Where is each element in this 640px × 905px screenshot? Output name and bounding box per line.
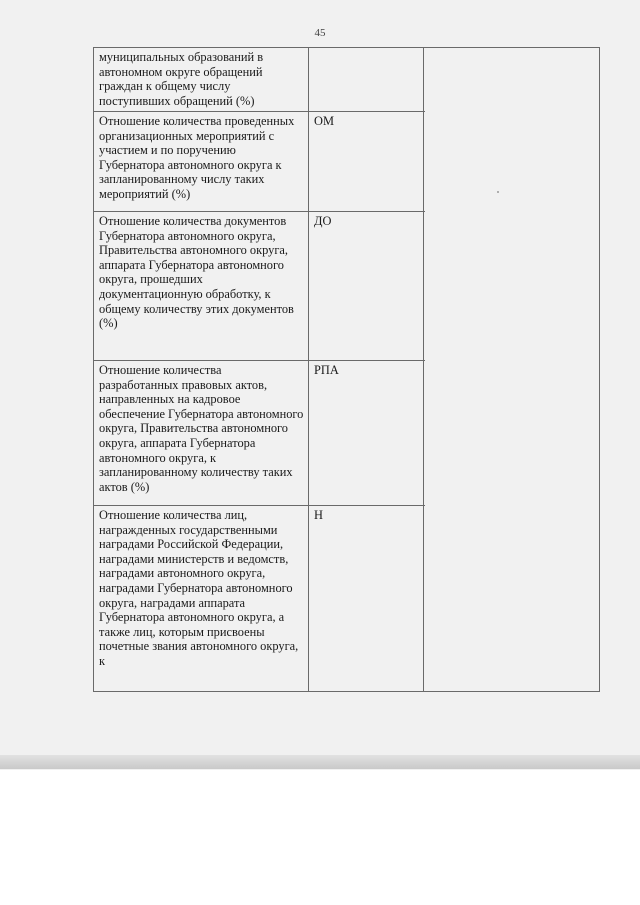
scan-bottom-edge — [0, 755, 640, 769]
indicator-description: Отношение количества проведенных организационных мероприятий с участием и по поручению Губернатора автономного округа к запланированному числу таких мероприятий (%) — [99, 114, 295, 201]
indicator-code: ОМ — [308, 112, 425, 211]
indicator-description: Отношение количества лиц, награжденных государственными наградами Российской Федерации, наградами министерств и ведомств, наградами автономного округа, наградами Губернатора автономного округа, наградами аппарата Губернатора автономного округа, а также лиц, которым присвоены почетные звания автономного округа, к — [99, 508, 299, 668]
indicator-table — [93, 47, 600, 692]
indicator-description: Отношение количества разработанных правовых актов, направленных на кадровое обеспечение Губернатора автономного округа, Правительства автономного округа, аппарата Губернатора автономного округа, к запланированному количеству таких актов (%) — [99, 363, 304, 494]
scan-speck — [497, 191, 499, 193]
table-row — [94, 212, 425, 361]
table-row — [94, 112, 425, 212]
indicator-code — [308, 48, 425, 111]
indicator-code: Н — [308, 506, 425, 691]
page-number: 45 — [314, 27, 326, 39]
table-row — [94, 48, 425, 112]
table-column-empty — [423, 48, 599, 691]
table-row — [94, 506, 425, 691]
indicator-code: ДО — [308, 212, 425, 360]
indicator-description: Отношение количества документов Губернатора автономного округа, Правительства автономного округа, аппарата Губернатора автономного округа, прошедших документационную обработку, к общему количеству этих документов (%) — [99, 214, 294, 331]
table-row — [94, 361, 425, 506]
indicator-description: муниципальных образований в автономном округе обращений граждан к общему числу поступивших обращений (%) — [99, 50, 264, 108]
indicator-code: РПА — [308, 361, 425, 505]
